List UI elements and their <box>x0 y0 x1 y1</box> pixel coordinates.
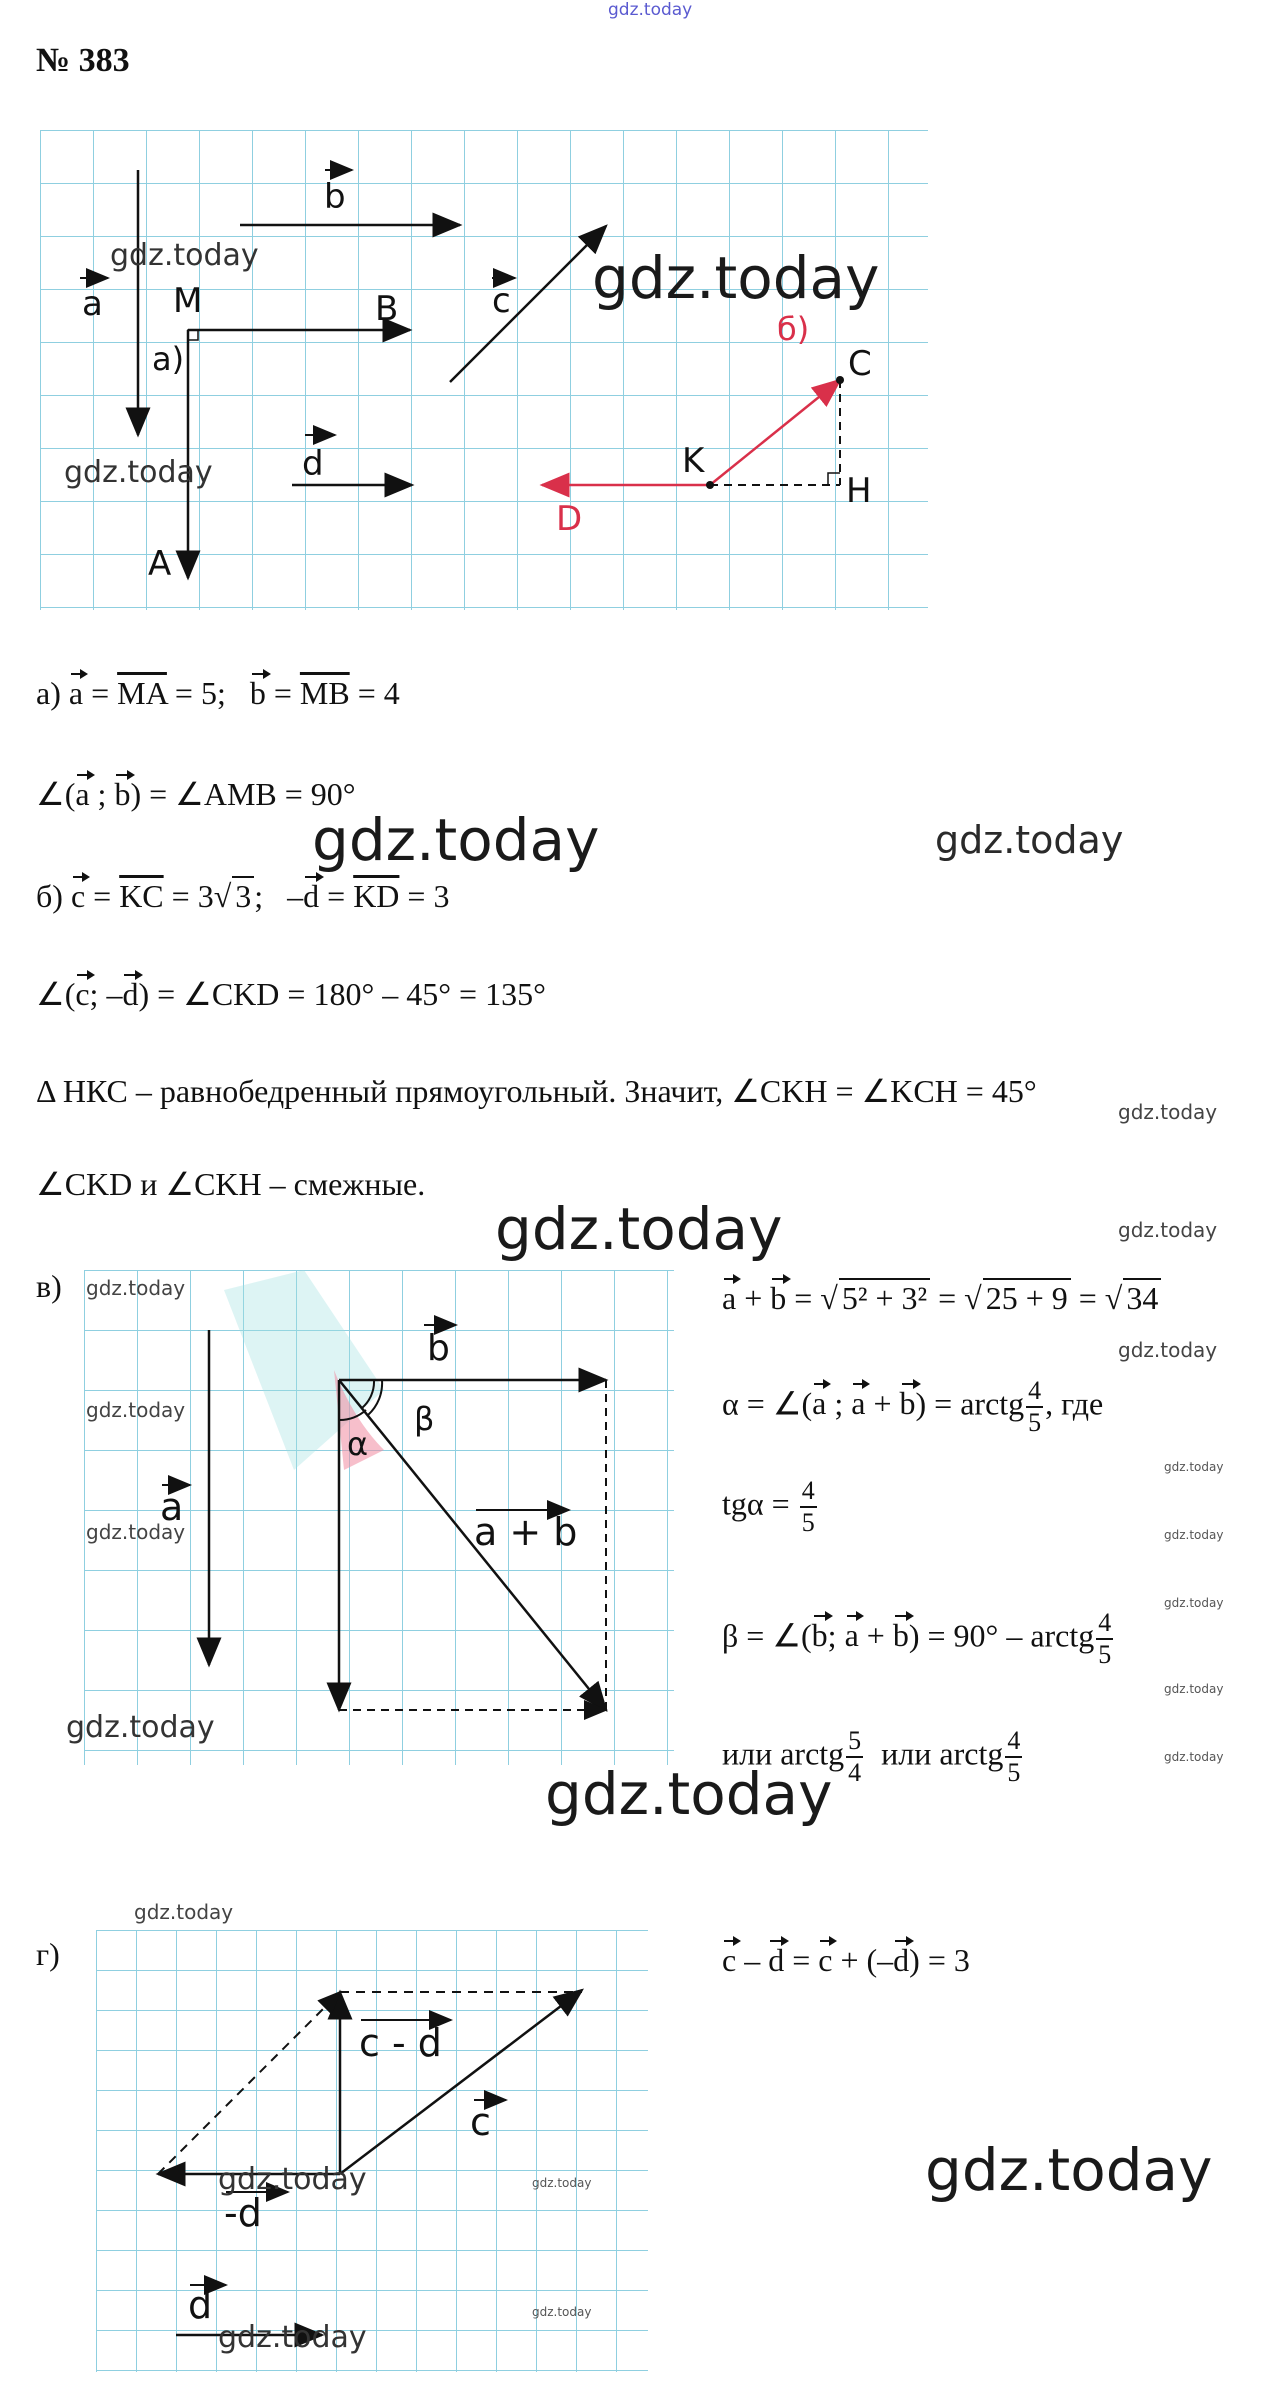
label-b-part: б) <box>777 310 810 348</box>
top-watermark: gdz.today <box>608 0 693 20</box>
watermark: gdz.today <box>495 1195 783 1263</box>
label-B: B <box>375 289 399 329</box>
watermark: gdz.today <box>1118 1338 1218 1362</box>
label-a-plus-b: a + b <box>474 1510 578 1554</box>
label-g: г) <box>36 1936 60 1972</box>
figure-1-vectors <box>40 130 940 620</box>
line-sum-length: a + b = √ 5² + 3² = √ 25 + 9 = √ 34 <box>722 1278 1161 1317</box>
watermark: gdz.today <box>545 1760 833 1828</box>
line-b: б) $c = \overline{KC} = 3√$ 3; $-d = \overline{KD} = 3$ <box>36 878 450 914</box>
label-A: A <box>148 544 172 584</box>
watermark: gdz.today <box>1164 1528 1224 1542</box>
watermark: gdz.today <box>66 1710 215 1745</box>
line-angle-cd: ∠(c; –d) = ∠CKD = 180° – 45° = 135° <box>36 976 546 1012</box>
label-alpha: α <box>347 1425 369 1463</box>
label-H: H <box>846 471 872 511</box>
watermark: gdz.today <box>110 238 259 273</box>
label-a: a <box>82 284 103 324</box>
line-or: или arctg $\frac{5}{4}$ или arctg $\frac{4}{5}$ <box>722 1726 1021 1787</box>
label-C: C <box>848 344 872 384</box>
label-a-part: а) <box>152 340 185 378</box>
watermark: gdz.today <box>134 1900 234 1924</box>
label-b: b <box>324 177 346 217</box>
label-K: K <box>682 441 705 481</box>
label-c: c <box>492 281 511 321</box>
label-v: в) <box>36 1268 62 1304</box>
label-d: d <box>302 444 324 484</box>
watermark: gdz.today <box>218 2162 367 2197</box>
watermark: gdz.today <box>312 806 600 874</box>
label-beta: β <box>414 1400 435 1438</box>
watermark: gdz.today <box>86 1398 186 1422</box>
watermark: gdz.today <box>592 244 880 312</box>
watermark: gdz.today <box>1164 1750 1224 1764</box>
watermark: gdz.today <box>532 2176 592 2190</box>
label-neg-d: -d <box>224 2191 262 2235</box>
line-angle-ab: ∠(a ; b) = ∠AMB = 90° <box>36 776 356 812</box>
line-a: а) $a = \overline{MA} = 5$; $b = \overline{MB} = 4$ <box>36 675 400 711</box>
line-alpha: α = ∠(a ; a + b) = arctg $\frac{4}{5}$ , где <box>722 1376 1104 1437</box>
watermark: gdz.today <box>1164 1460 1224 1474</box>
watermark: gdz.today <box>925 2136 1213 2204</box>
watermark: gdz.today <box>1164 1596 1224 1610</box>
label-a: a <box>160 1485 184 1529</box>
watermark: gdz.today <box>532 2305 592 2319</box>
watermark: gdz.today <box>1164 1682 1224 1696</box>
watermark: gdz.today <box>935 818 1124 862</box>
label-c-minus-d: c - d <box>359 2021 442 2065</box>
problem-title: № 383 <box>36 42 130 79</box>
watermark: gdz.today <box>64 455 213 490</box>
watermark: gdz.today <box>218 2320 367 2355</box>
label-d: d <box>188 2283 213 2327</box>
watermark: gdz.today <box>1118 1218 1218 1242</box>
watermark: gdz.today <box>86 1520 186 1544</box>
watermark: gdz.today <box>86 1276 186 1300</box>
label-M: M <box>173 281 203 321</box>
watermark: gdz.today <box>1118 1100 1218 1124</box>
label-b: b <box>427 1328 450 1369</box>
line-c-minus-d: c – d = c + (–d) = 3 <box>722 1942 970 1978</box>
line-ckd: ∠CKD и ∠CKH – смежные. <box>36 1166 426 1202</box>
line-hkc: Δ НКС – равнобедренный прямоугольный. Значит, ∠CKH = ∠KCH = 45° <box>36 1073 1037 1109</box>
line-beta: β = ∠(b; a + b) = 90° – arctg $\frac{4}{5}$ <box>722 1608 1112 1669</box>
label-c: c <box>470 2100 491 2144</box>
line-tga: tgα = $\frac{4}{5}$ <box>722 1476 815 1537</box>
label-D: D <box>556 499 583 539</box>
